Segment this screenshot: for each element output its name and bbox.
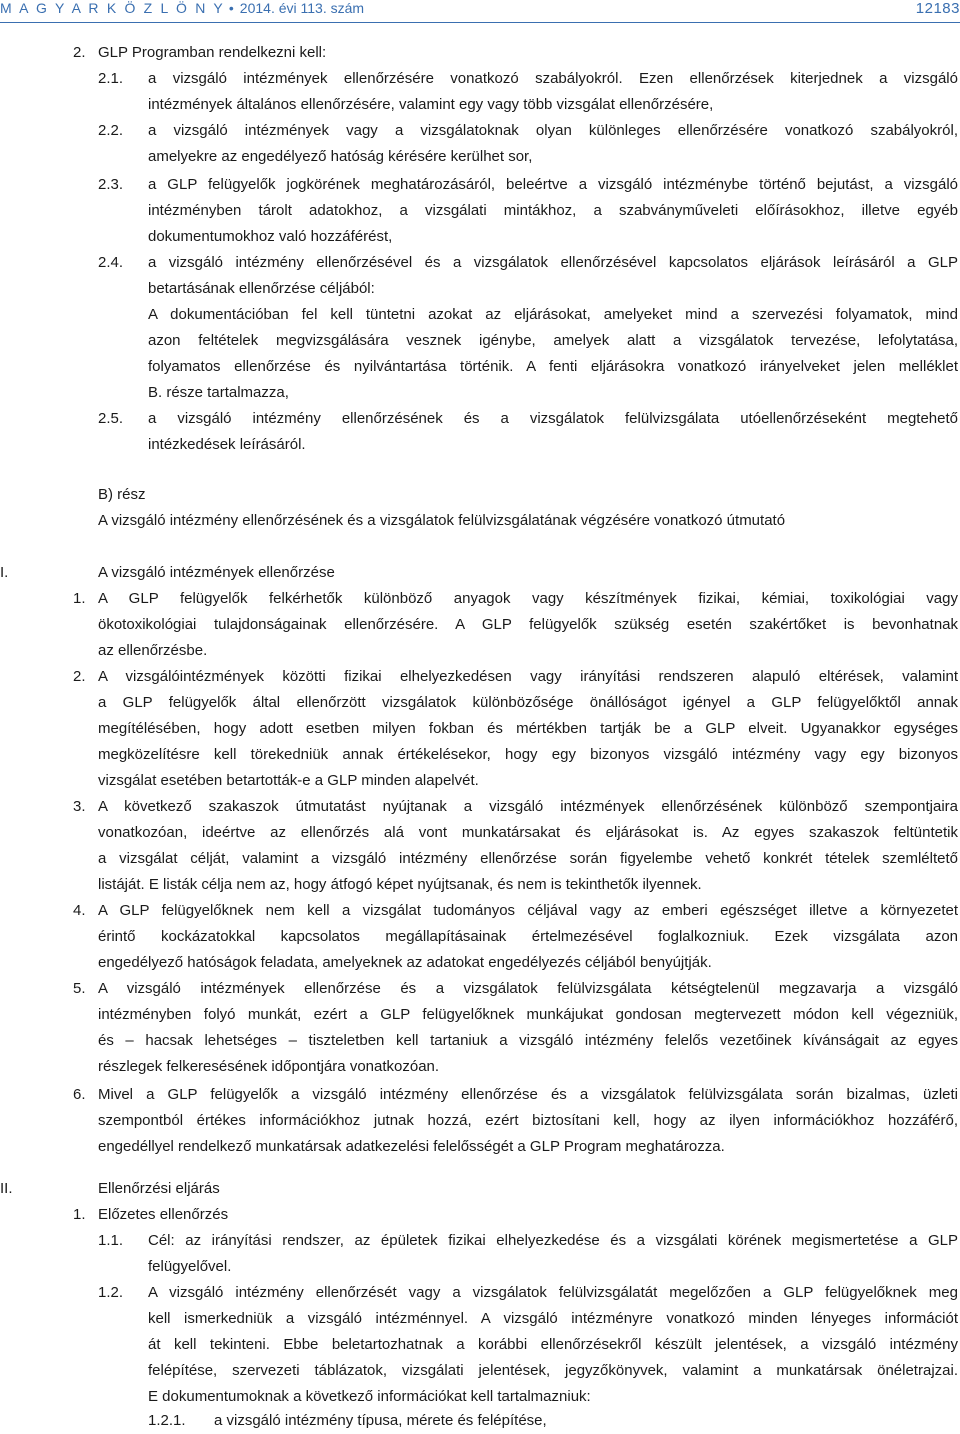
item-label: 2.1. xyxy=(98,70,124,87)
item-label: 6. xyxy=(73,1086,86,1103)
item-text: át kell tekinteni. Ebbe beletartozhatnak a korábbi ellenőrzésekről készült jelentések, a vizsgáló intézmény xyxy=(148,1336,958,1353)
item-text: intézményben tárolt adatokhoz, a vizsgálati mintákhoz, a szabványműveleti előírásokhoz, illetve egyéb xyxy=(148,202,958,219)
subsection-label: 1. xyxy=(73,1206,86,1223)
item-text: GLP Programban rendelkezni kell: xyxy=(98,44,327,61)
item-text: A vizsgáló intézmény ellenőrzését vagy a vizsgálatok felülvizsgálatát megelőzően a GLP felügyelőknek meg xyxy=(148,1284,958,1301)
item-text: dokumentumokhoz való hozzáférést, xyxy=(148,228,393,245)
item-text: intézmények általános ellenőrzésére, valamint egy vagy több vizsgálat ellenőrzésére, xyxy=(148,96,714,113)
item-label: 5. xyxy=(73,980,86,997)
item-text: intézkedések leírásáról. xyxy=(148,436,306,453)
item-label: 1.2. xyxy=(98,1284,124,1301)
item-label: 2. xyxy=(73,44,86,61)
item-text: a GLP felügyelők által ellenőrzött vizsgálatok különbözősége önállóságot igényel a GLP felügyelőktől annak xyxy=(98,694,958,711)
item-label: 2.4. xyxy=(98,254,124,271)
item-label: 1. xyxy=(73,590,86,607)
header-bullet: • xyxy=(228,0,234,16)
section-i-numeral: I. xyxy=(0,564,9,581)
subsection-heading: Előzetes ellenőrzés xyxy=(98,1206,229,1223)
item-text: a vizsgálat célját, valamint a vizsgáló intézmény ellenőrzése során figyelembe vehető konkrét tételek szemléltető xyxy=(98,850,958,867)
section-ii-heading: Ellenőrzési eljárás xyxy=(98,1180,220,1197)
item-text: részlegek felkeresésének időpontjára vonatkozóan. xyxy=(98,1058,440,1075)
item-text: a vizsgáló intézmények ellenőrzésére vonatkozó szabályokról. Ezen ellenőrzések kiterjednek a vizsgáló xyxy=(148,70,958,87)
item-text: listáját. E listák célja nem az, hogy átfogó képet nyújtsanak, és nem is tekinthetők ilyennek. xyxy=(98,876,702,893)
journal-name: M A G Y A R K Ö Z L Ö N Y xyxy=(0,0,225,16)
item-text: a GLP felügyelők jogkörének meghatározásáról, beleértve a vizsgáló intézménybe történő bejutást, a vizsgáló xyxy=(148,176,958,193)
header-rule xyxy=(0,22,960,23)
item-text: a vizsgáló intézmény ellenőrzésével és a vizsgálatok ellenőrzésével kapcsolatos eljárások leírásáról a GLP xyxy=(148,254,958,271)
item-text: betartásának ellenőrzése céljából: xyxy=(148,280,375,297)
item-label: 1.2.1. xyxy=(148,1412,186,1429)
item-text: az ellenőrzésbe. xyxy=(98,642,208,659)
page-number: 12183 xyxy=(915,0,960,17)
item-label: 2. xyxy=(73,668,86,685)
item-text: A vizsgáló intézmények ellenőrzése és a vizsgálatok felülvizsgálata kétségtelenül megzavarja a vizsgáló xyxy=(98,980,958,997)
item-text: A dokumentációban fel kell tüntetni azokat az eljárásokat, amelyeket mind a szervezési folyamatok, mind xyxy=(148,306,958,323)
item-text: Cél: az irányítási rendszer, az épületek fizikai elhelyezkedése és a vizsgálati körének megismertetése a GLP xyxy=(148,1232,958,1249)
item-text: A GLP felügyelőknek nem kell a vizsgálat tudományos céljával vagy az emberi egészséget illetve a környezetet xyxy=(98,902,958,919)
item-label: 3. xyxy=(73,798,86,815)
item-text: folyamatos ellenőrzése és nyilvántartása történik. A fenti eljárásokra vonatkozó irányelveket jelen melléklet xyxy=(148,358,958,375)
item-text: amelyekre az engedélyező hatóság kérésére kerülhet sor, xyxy=(148,148,533,165)
item-text: Mivel a GLP felügyelők a vizsgáló intézmény ellenőrzése és a vizsgálatok felülvizsgálata során bizalmas, üzleti xyxy=(98,1086,958,1103)
item-text: a vizsgáló intézmény típusa, mérete és felépítése, xyxy=(214,1412,547,1429)
item-label: 2.2. xyxy=(98,122,124,139)
item-text: megítélésében, hogy adott esetben milyen fokban és mértékben tartják be a GLP elveit. Ugyanakkor egységes xyxy=(98,720,958,737)
item-text: szempontból értékes információkhoz jutnak hozzá, ezért biztosítani kell, hogy az ilyen információkhoz hozzáférő, xyxy=(98,1112,958,1129)
item-text: kell ismerkedniük a vizsgáló intézménnyel. A vizsgáló intézményre vonatkozó minden lényeges információt xyxy=(148,1310,958,1327)
part-b-label: B) rész xyxy=(98,486,146,503)
item-label: 4. xyxy=(73,902,86,919)
section-i-heading: A vizsgáló intézmények ellenőrzése xyxy=(98,564,335,581)
item-text: ökotoxikológiai tulajdonságainak ellenőrzésére. A GLP felügyelők szükség esetén szakértőket is bevonhatnak xyxy=(98,616,958,633)
item-text: megközelítésre kell törekedniük annak értékelésekor, hogy egy bizonyos vizsgáló intézmény vagy egy bizonyos xyxy=(98,746,958,763)
item-text: engedéllyel rendelkező munkatársak adatkezelési felelősségét a GLP Program meghatározza. xyxy=(98,1138,725,1155)
item-text: a vizsgáló intézmény ellenőrzésének és a vizsgálatok felülvizsgálata utóellenőrzéseként megtehető xyxy=(148,410,958,427)
item-label: 2.5. xyxy=(98,410,124,427)
item-text: engedélyező hatóságok feladata, amelyeknek az adatokat engedélyezés céljából benyújtják. xyxy=(98,954,712,971)
issue-label: 2014. évi 113. szám xyxy=(239,0,365,16)
item-text: E dokumentumoknak a következő információkat kell tartalmazniuk: xyxy=(148,1388,591,1405)
item-text: B. része tartalmazza, xyxy=(148,384,289,401)
item-label: 2.3. xyxy=(98,176,124,193)
item-text: intézményben folyó munkát, ezért a GLP felügyelőknek munkájukat gondosan megtervezett módon kell végezniük, xyxy=(98,1006,958,1023)
item-text: felügyelővel. xyxy=(148,1258,232,1275)
item-text: felépítése, szervezeti táblázatok, vizsgálati jelentések, jegyzőkönyvek, valamint a munkatársak önéletrajzai. xyxy=(148,1362,958,1379)
item-label: 1.1. xyxy=(98,1232,124,1249)
section-ii-numeral: II. xyxy=(0,1180,13,1197)
item-text: érintő kockázatokkal kapcsolatos megállapításainak értelmezésével foglalkozniuk. Ezek vizsgálata azon xyxy=(98,928,958,945)
item-text: A vizsgálóintézmények közötti fizikai elhelyezkedésen vagy irányítási rendszeren alapuló eltérések, valamint xyxy=(98,668,958,685)
item-text: vizsgálat esetében betartották-e a GLP minden alapelvét. xyxy=(98,772,479,789)
item-text: azon feltételek megvizsgálására vesznek igénybe, amelyek alatt a vizsgálatok tervezése, lefolytatása, xyxy=(148,332,958,349)
page-header xyxy=(0,0,960,24)
item-text: vonatkozóan, ideértve az ellenőrzés alá vont munkatársakat és eljárásokat is. Az egyes szakaszok feltüntetik xyxy=(98,824,958,841)
journal-title xyxy=(0,0,364,16)
item-text: A következő szakaszok útmutatást nyújtanak a vizsgáló intézmények ellenőrzésének különböző szempontjaira xyxy=(98,798,958,815)
item-text: a vizsgáló intézmények vagy a vizsgálatoknak olyan különleges ellenőrzésére vonatkozó szabályokról, xyxy=(148,122,958,139)
item-text: A GLP felügyelők felkérhetők különböző anyagok vagy készítmények fizikai, kémiai, toxikológiai vagy xyxy=(98,590,958,607)
item-text: és – hacsak lehetséges – tiszteletben kell tartaniuk a vizsgáló intézmény felelős vezetőinek kívánságait az egyes xyxy=(98,1032,958,1049)
part-b-title: A vizsgáló intézmény ellenőrzésének és a vizsgálatok felülvizsgálatának végzésére vonatkozó útmutató xyxy=(98,512,786,529)
